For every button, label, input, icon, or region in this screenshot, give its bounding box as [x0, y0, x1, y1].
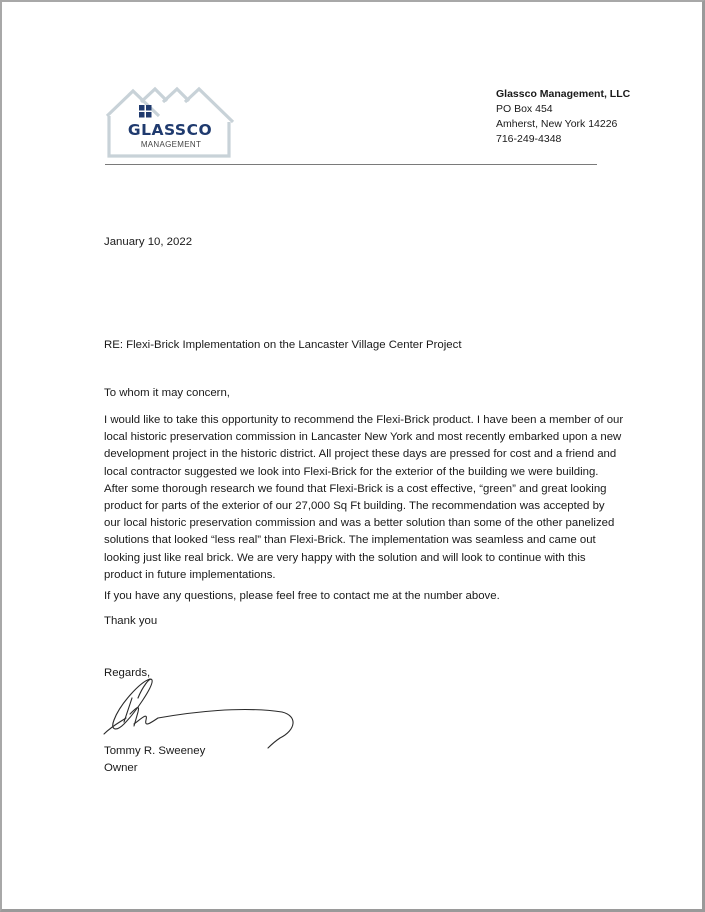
address-line-2: Amherst, New York 14226: [496, 118, 618, 130]
signature-icon: [102, 674, 302, 754]
house-roofs-logo-icon: [105, 86, 235, 158]
logo-subtitle: MANAGEMENT: [140, 140, 202, 149]
header-divider: [105, 164, 597, 165]
logo-name: GLASSCO: [127, 121, 213, 139]
thank-you: Thank you: [104, 615, 158, 627]
address-line-1: PO Box 454: [496, 103, 553, 115]
phone-number: 716-249-4348: [496, 133, 562, 145]
glassco-logo: [105, 86, 235, 158]
regards: Regards,: [104, 667, 151, 679]
subject-line: RE: Flexi-Brick Implementation on the Lancaster Village Center Project: [104, 339, 462, 351]
closing-question: If you have any questions, please feel free to contact me at the number above.: [104, 590, 500, 602]
salutation: To whom it may concern,: [104, 387, 230, 399]
letterhead-address: [496, 87, 630, 147]
letter-date: January 10, 2022: [104, 236, 193, 248]
handwritten-signature: [102, 674, 302, 754]
body-paragraph: I would like to take this opportunity to recommend the Flexi-Brick product. I have been a member of our local historic preservation commission in Lancaster New York and most recently embarked upon a new development project in the historic district. All project these days are pressed for cost and a friend and local contractor suggested we look into Flexi-Brick for the exterior of the building we were building. After some thorough research we found that Flexi-Brick is a cost effective, “green” and great looking product for parts of the exterior of our 27,000 Sq Ft building. The recommendation was accepted by our local historic preservation commission and was a better solution than some of the other panelized solutions that looked “less real” than Flexi-Brick. The implementation was seamless and came out looking just like real brick. We are very happy with the solution and will look to continue with this product in future implementations.: [104, 414, 624, 581]
window-icon: [139, 105, 152, 118]
signer-title: Owner: [104, 762, 138, 774]
signer-name: Tommy R. Sweeney: [104, 745, 206, 757]
company-name: Glassco Management, LLC: [496, 88, 631, 100]
